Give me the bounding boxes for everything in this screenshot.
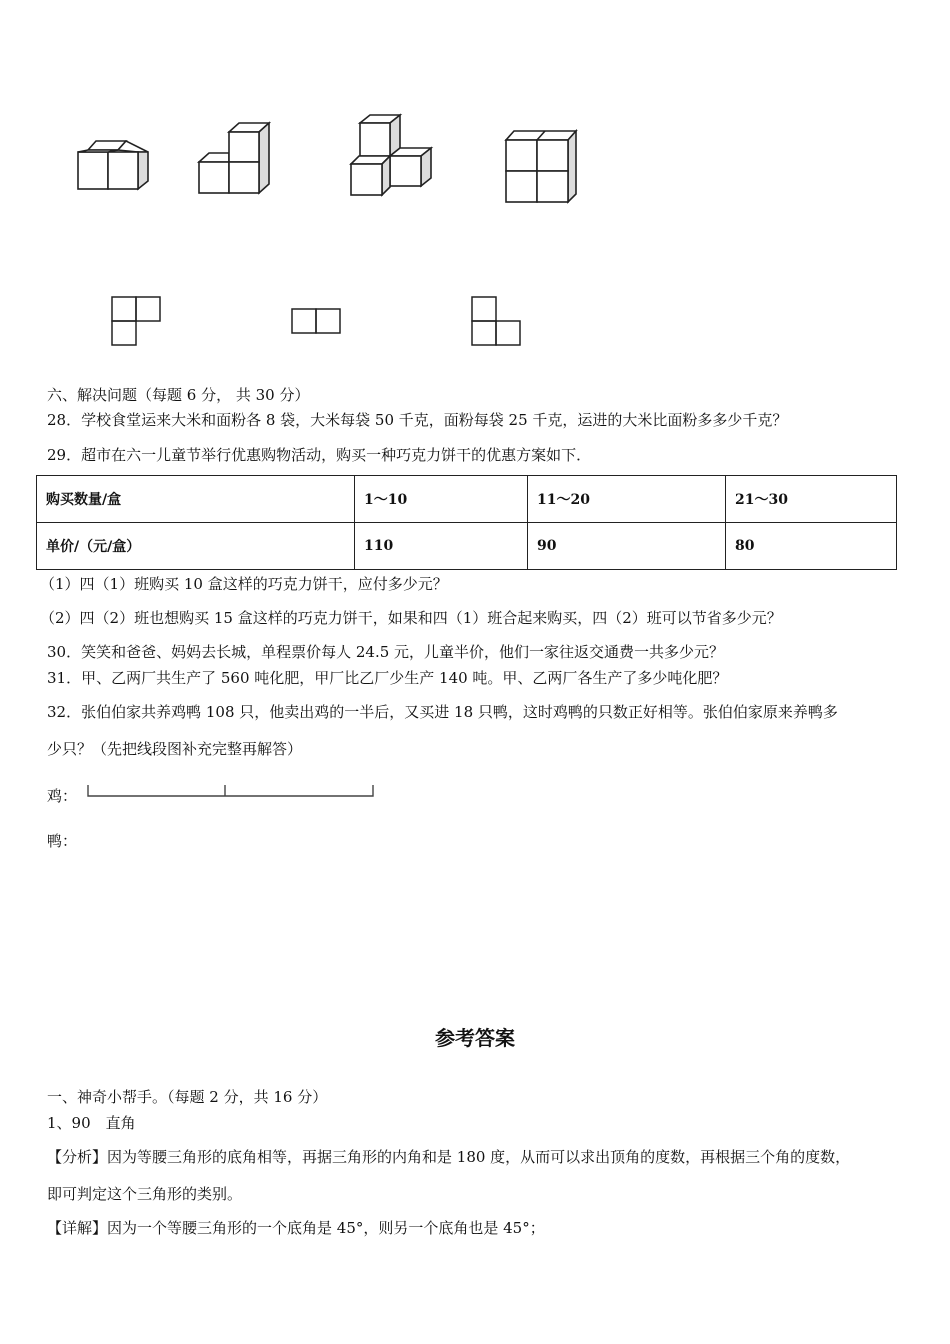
- table-row: [37, 523, 897, 570]
- question-30: 30．笑笑和爸爸、妈妈去长城，单程票价每人 24.5 元，儿童半价，他们一家往返交通费一共多少元？: [47, 643, 725, 661]
- section-heading: 六、解决问题（每题 6 分， 共 30 分）: [47, 386, 310, 404]
- table-cell: 110: [355, 523, 528, 570]
- answers-title: 参考答案: [435, 1026, 515, 1050]
- cube-figure-2: [195, 120, 275, 195]
- question-29-part-1: （1）四（1）班购买 10 盒这样的巧克力饼干，应付多少元？: [40, 575, 448, 593]
- detail-line: 【详解】因为一个等腰三角形的一个底角是 45°，则另一个底角也是 45°；: [47, 1219, 545, 1237]
- analysis-line-1: 【分析】因为等腰三角形的底角相等，再据三角形的内角和是 180 度，从而可以求出顶角的度数，再根据三个角的度数，: [47, 1148, 851, 1166]
- table-cell: 80: [726, 523, 897, 570]
- question-32-line-2: 少只？（先把线段图补充完整再解答）: [47, 740, 303, 758]
- question-29: 29．超市在六一儿童节举行优惠购物活动，购买一种巧克力饼干的优惠方案如下．: [47, 446, 592, 464]
- question-28: 28．学校食堂运来大米和面粉各 8 袋，大米每袋 50 千克，面粉每袋 25 千克，运进的大米比面粉多多少千克？: [47, 411, 788, 429]
- duck-label: 鸭：: [47, 832, 78, 850]
- cube-figure-1: [70, 135, 150, 195]
- table-cell: 11～20: [528, 476, 726, 523]
- table-cell: 90: [528, 523, 726, 570]
- view-shape-1: [111, 296, 163, 348]
- question-32-line-1: 32．张伯伯家共养鸡鸭 108 只，他卖出鸡的一半后，又买进 18 只鸭，这时鸡鸭的只数正好相等。张伯伯家原来养鸭多: [47, 703, 838, 721]
- question-29-part-2: （2）四（2）班也想购买 15 盒这样的巧克力饼干，如果和四（1）班合起来购买，四（2）班可以节省多少元？: [40, 609, 782, 627]
- answers-section-heading: 一、神奇小帮手。（每题 2 分，共 16 分）: [47, 1088, 328, 1106]
- view-shape-2: [291, 308, 343, 336]
- table-cell: 购买数量/盒: [37, 476, 355, 523]
- table-cell: 21～30: [726, 476, 897, 523]
- cube-figure-3: [345, 112, 435, 197]
- chicken-segment-diagram: [84, 781, 384, 801]
- table-cell: 1～10: [355, 476, 528, 523]
- table-cell: 单价/（元/盒）: [37, 523, 355, 570]
- question-31: 31．甲、乙两厂共生产了 560 吨化肥，甲厂比乙厂少生产 140 吨。甲、乙两厂各生产了多少吨化肥？: [47, 669, 728, 687]
- answer-1: 1、90 直角: [47, 1114, 136, 1132]
- chicken-label: 鸡：: [47, 787, 78, 805]
- view-shape-3: [471, 296, 523, 348]
- analysis-line-2: 即可判定这个三角形的类别。: [47, 1185, 243, 1203]
- price-table: [36, 475, 897, 570]
- table-row: [37, 476, 897, 523]
- cube-figure-4: [500, 126, 585, 206]
